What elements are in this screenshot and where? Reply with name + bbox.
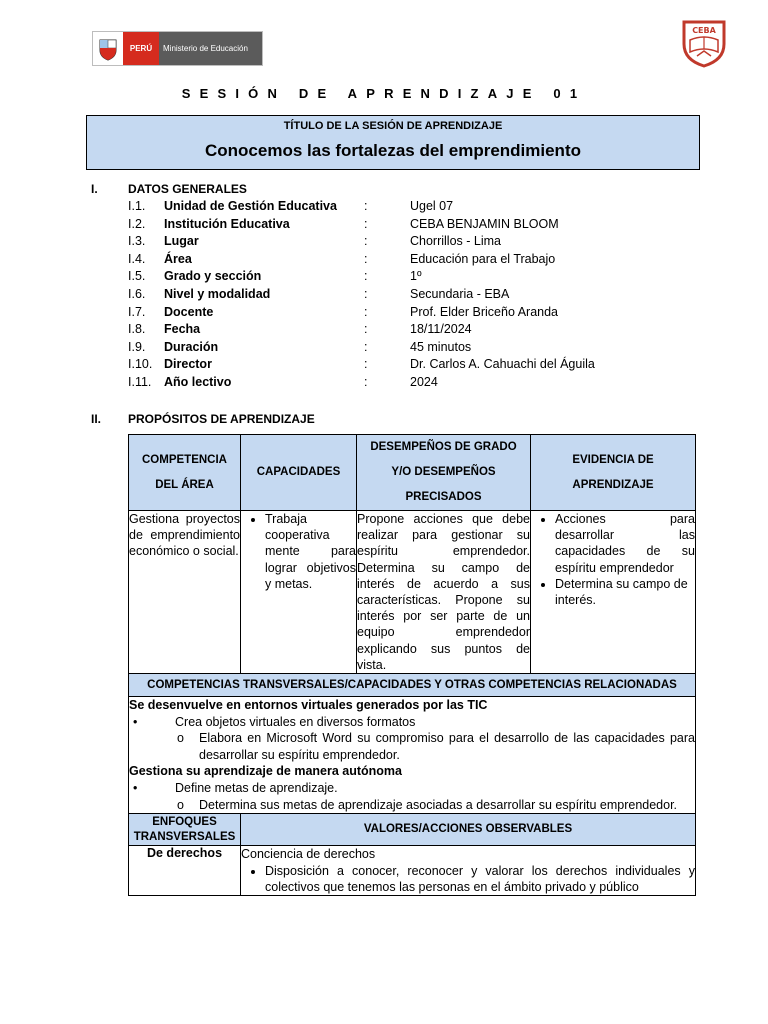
row-colon: : bbox=[364, 304, 368, 319]
row-colon: : bbox=[364, 286, 368, 301]
datos-row bbox=[128, 356, 688, 374]
row-number: I.5. bbox=[128, 269, 146, 284]
row-label: Lugar bbox=[164, 234, 199, 249]
datos-row bbox=[128, 339, 688, 357]
row-number: I.11. bbox=[128, 374, 152, 389]
row-number: I.7. bbox=[128, 304, 146, 319]
datos-row bbox=[128, 216, 688, 234]
row-label: Año lectivo bbox=[164, 374, 232, 389]
row-colon: : bbox=[364, 234, 368, 249]
row-label: Grado y sección bbox=[164, 269, 262, 284]
header-capacidades: CAPACIDADES bbox=[241, 435, 357, 511]
row-value: 45 minutos bbox=[410, 339, 472, 354]
svg-text:CEBA: CEBA bbox=[692, 26, 716, 35]
title-box-label: TÍTULO DE LA SESIÓN DE APRENDIZAJE bbox=[283, 120, 503, 132]
header-text: APRENDIZAJE bbox=[572, 478, 654, 491]
valores-header: VALORES/ACCIONES OBSERVABLES bbox=[241, 814, 696, 846]
enfoques-header-row bbox=[129, 814, 696, 846]
datos-row bbox=[128, 268, 688, 286]
row-value: CEBA BENJAMIN BLOOM bbox=[410, 216, 559, 231]
peru-minedu-logo bbox=[92, 31, 263, 66]
list-item: • Trabaja cooperativa mente para lograr objetivos y metas. bbox=[265, 511, 356, 592]
row-value: 2024 bbox=[410, 374, 438, 389]
row-value: Prof. Elder Briceño Aranda bbox=[410, 304, 558, 319]
header-text: Y/O DESEMPEÑOS bbox=[391, 466, 496, 478]
row-value: Secundaria - EBA bbox=[410, 286, 510, 301]
section-number: I. bbox=[91, 182, 98, 196]
header-text: EVIDENCIA DE bbox=[572, 453, 654, 466]
enfoque-row bbox=[129, 846, 696, 896]
peru-label: PERÚ bbox=[123, 32, 159, 65]
row-colon: : bbox=[364, 216, 368, 231]
row-value: Educación para el Trabajo bbox=[410, 251, 556, 266]
header-text: DESEMPEÑOS DE GRADO bbox=[370, 441, 517, 453]
transversal-header-row bbox=[129, 674, 696, 697]
row-number: I.6. bbox=[128, 286, 146, 301]
header-evidencia bbox=[531, 435, 696, 511]
row-colon: : bbox=[364, 199, 368, 213]
section-title: PROPÓSITOS DE APRENDIZAJE bbox=[128, 412, 315, 426]
row-label: Director bbox=[164, 357, 212, 372]
row-colon: : bbox=[364, 357, 368, 372]
datos-row bbox=[128, 198, 688, 216]
row-value: Ugel 07 bbox=[410, 199, 454, 213]
datos-row bbox=[128, 304, 688, 322]
row-colon: : bbox=[364, 269, 368, 284]
autonomous-subitem: o Determina sus metas de aprendizaje asociadas a desarrollar su espíritu emprendedor. bbox=[129, 797, 695, 814]
datos-row bbox=[128, 233, 688, 251]
row-label: Duración bbox=[164, 339, 219, 354]
transversal-row bbox=[129, 697, 696, 814]
section-title: DATOS GENERALES bbox=[128, 182, 247, 196]
row-number: I.3. bbox=[128, 234, 146, 249]
section-datos-generales-heading bbox=[91, 182, 247, 196]
list-item: • Determina su campo de interés. bbox=[555, 576, 695, 608]
row-label: Institución Educativa bbox=[164, 216, 290, 231]
row-colon: : bbox=[364, 251, 368, 266]
row-number: I.8. bbox=[128, 322, 146, 337]
session-title: Conocemos las fortalezas del emprendimiento bbox=[205, 141, 581, 160]
header-text: TRANSVERSALES bbox=[133, 830, 236, 843]
evidencia-cell bbox=[531, 511, 696, 674]
capacidades-cell bbox=[241, 511, 357, 674]
desempenos-cell: Propone acciones que debe realizar para gestionar su espíritu emprendedor. Determina su campo de interés de acuerdo a sus características. Propone su interés por ser parte de un equipo emprendedor explicando sus puntos de vista. bbox=[357, 512, 530, 672]
row-colon: : bbox=[364, 374, 368, 389]
transversal-cell bbox=[129, 697, 696, 814]
datos-row bbox=[128, 286, 688, 304]
row-colon: : bbox=[364, 322, 368, 337]
tic-competencia: Se desenvuelve en entornos virtuales generados por las TIC bbox=[129, 698, 488, 713]
row-label: Área bbox=[164, 251, 192, 266]
row-value: Dr. Carlos A. Cahuachi del Águila bbox=[410, 357, 595, 372]
header-desempenos bbox=[357, 435, 531, 511]
tic-subitem: o Elabora en Microsoft Word su compromiso para el desarrollo de las capacidades para desarrollar su espíritu emprendedor. bbox=[129, 730, 695, 763]
row-value: 1º bbox=[410, 269, 422, 284]
row-label: Unidad de Gestión Educativa bbox=[164, 199, 337, 213]
session-heading: SESIÓN DE APRENDIZAJE 01 bbox=[181, 86, 587, 101]
row-label: Fecha bbox=[164, 322, 201, 337]
header-text: ENFOQUES bbox=[152, 815, 217, 828]
list-item: • Acciones para desarrollar las capacidades de su espíritu emprendedor bbox=[555, 511, 695, 576]
row-value: Chorrillos - Lima bbox=[410, 234, 501, 249]
table-row bbox=[129, 511, 696, 674]
row-number: I.9. bbox=[128, 339, 146, 354]
coat-of-arms-icon bbox=[93, 32, 123, 65]
row-label: Nivel y modalidad bbox=[164, 286, 271, 301]
row-value: 18/11/2024 bbox=[410, 322, 472, 337]
enfoques-header bbox=[129, 814, 241, 846]
row-number: I.2. bbox=[128, 216, 146, 231]
enfoque-title: Conciencia de derechos bbox=[241, 847, 376, 862]
section-number: II. bbox=[91, 412, 102, 426]
header-text: COMPETENCIA bbox=[142, 453, 227, 466]
autonomous-competencia: Gestiona su aprendizaje de manera autónoma bbox=[129, 764, 402, 779]
header-competencia bbox=[129, 435, 241, 511]
header-text: DEL ÁREA bbox=[155, 478, 214, 491]
transversal-header: COMPETENCIAS TRANSVERSALES/CAPACIDADES Y OTRAS COMPETENCIAS RELACIONADAS bbox=[129, 674, 696, 697]
session-title-box bbox=[86, 115, 700, 170]
autonomous-item: • Define metas de aprendizaje. bbox=[129, 780, 695, 797]
datos-row bbox=[128, 251, 688, 269]
list-item: • Disposición a conocer, reconocer y valorar los derechos individuales y colectivos que tenemos las personas en el ámbito privado y público bbox=[265, 863, 695, 896]
datos-generales-list bbox=[128, 198, 688, 392]
enfoque-name: De derechos bbox=[129, 846, 241, 896]
table-header-row bbox=[129, 435, 696, 511]
ceba-logo bbox=[680, 18, 728, 68]
row-number: I.10. bbox=[128, 357, 153, 372]
row-colon: : bbox=[364, 339, 368, 354]
tic-item: • Crea objetos virtuales en diversos formatos bbox=[129, 714, 695, 731]
datos-row bbox=[128, 374, 688, 392]
section-propositos-heading bbox=[91, 412, 315, 426]
competencia-cell: Gestiona proyectos de emprendimiento económico o social. bbox=[129, 511, 241, 674]
row-label: Docente bbox=[164, 304, 214, 319]
header-text: PRECISADOS bbox=[405, 491, 482, 503]
row-number: I.1. bbox=[128, 199, 146, 213]
enfoque-values bbox=[241, 846, 696, 896]
row-number: I.4. bbox=[128, 251, 146, 266]
datos-row bbox=[128, 321, 688, 339]
ministry-label: Ministerio de Educación bbox=[159, 32, 262, 65]
propositos-table bbox=[128, 434, 696, 896]
